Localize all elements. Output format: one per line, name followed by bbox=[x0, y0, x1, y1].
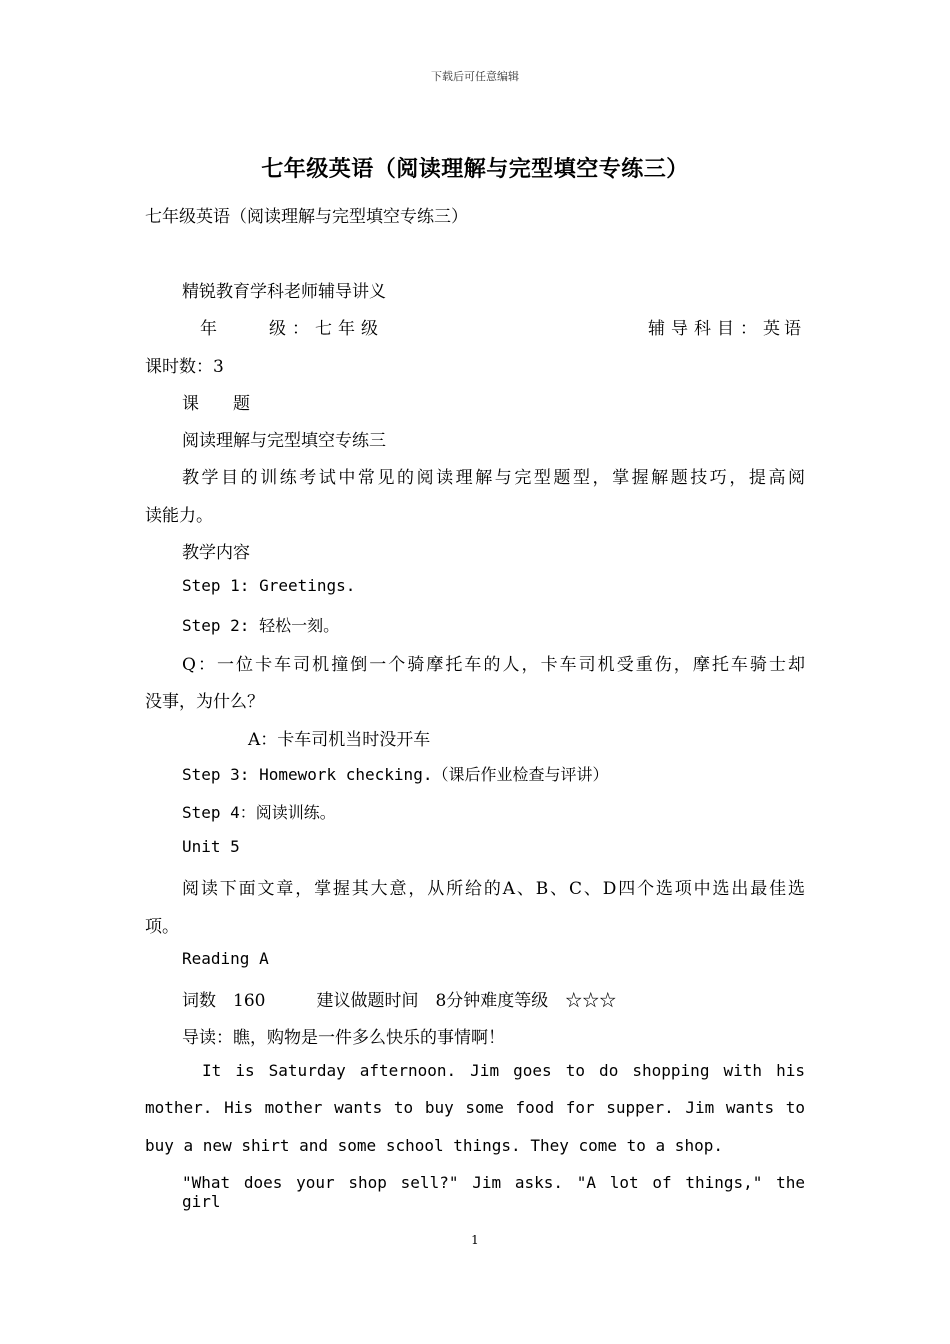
word-count-info: 词数 160 建议做题时间 8分钟难度等级 ☆☆☆ bbox=[182, 991, 617, 1011]
step-4: Step 4：阅读训练。 bbox=[182, 803, 336, 822]
question-line-1: Q：一位卡车司机撞倒一个骑摩托车的人，卡车司机受重伤，摩托车骑士却 bbox=[182, 655, 805, 675]
topic-label: 课 题 bbox=[182, 394, 250, 414]
subject-label: 辅导科目： bbox=[648, 319, 763, 339]
goal-line-1: 教学目的训练考试中常见的阅读理解与完型题型，掌握解题技巧，提高阅 bbox=[182, 468, 805, 488]
header-note: 下载后可任意编辑 bbox=[431, 70, 519, 83]
class-hours: 课时数：3 bbox=[145, 357, 224, 377]
step-1: Step 1: Greetings. bbox=[182, 576, 356, 595]
grade-value: 七年级 bbox=[315, 319, 384, 339]
question-line-2: 没事，为什么？ bbox=[145, 692, 264, 712]
grade-label: 年 级： bbox=[200, 319, 315, 339]
goal-line-2: 读能力。 bbox=[145, 506, 213, 526]
step-3: Step 3: Homework checking.（课后作业检查与评讲） bbox=[182, 765, 609, 784]
instruction-line-1: 阅读下面文章，掌握其大意，从所给的A、B、C、D四个选项中选出最佳选 bbox=[182, 879, 805, 899]
passage-line-3: buy a new shirt and some school things. They come to a shop. bbox=[145, 1136, 723, 1155]
lecture-heading: 精锐教育学科老师辅导讲义 bbox=[182, 282, 386, 302]
reading-guide: 导读：瞧，购物是一件多么快乐的事情啊！ bbox=[182, 1028, 505, 1048]
reading-label: Reading A bbox=[182, 949, 269, 968]
grade-field bbox=[200, 314, 384, 339]
content-label: 教学内容 bbox=[182, 543, 250, 563]
page-number: 1 bbox=[471, 1233, 479, 1247]
subject-field bbox=[648, 314, 805, 339]
document-title: 七年级英语（阅读理解与完型填空专练三） bbox=[261, 156, 689, 182]
subject-value: 英语 bbox=[763, 319, 805, 339]
grade-subject-row bbox=[200, 314, 805, 339]
passage-line-2: mother. His mother wants to buy some food for supper. Jim wants to bbox=[145, 1098, 805, 1117]
step-2: Step 2: 轻松一刻。 bbox=[182, 616, 340, 635]
passage-line-1: It is Saturday afternoon. Jim goes to do shopping with his bbox=[202, 1061, 805, 1080]
unit-label: Unit 5 bbox=[182, 837, 240, 856]
subtitle: 七年级英语（阅读理解与完型填空专练三） bbox=[145, 207, 468, 227]
passage-line-4: "What does your shop sell?" Jim asks. "A lot of things," the girl bbox=[182, 1173, 805, 1211]
instruction-line-2: 项。 bbox=[145, 917, 179, 937]
topic-value: 阅读理解与完型填空专练三 bbox=[182, 431, 386, 451]
answer: A：卡车司机当时没开车 bbox=[248, 730, 431, 750]
